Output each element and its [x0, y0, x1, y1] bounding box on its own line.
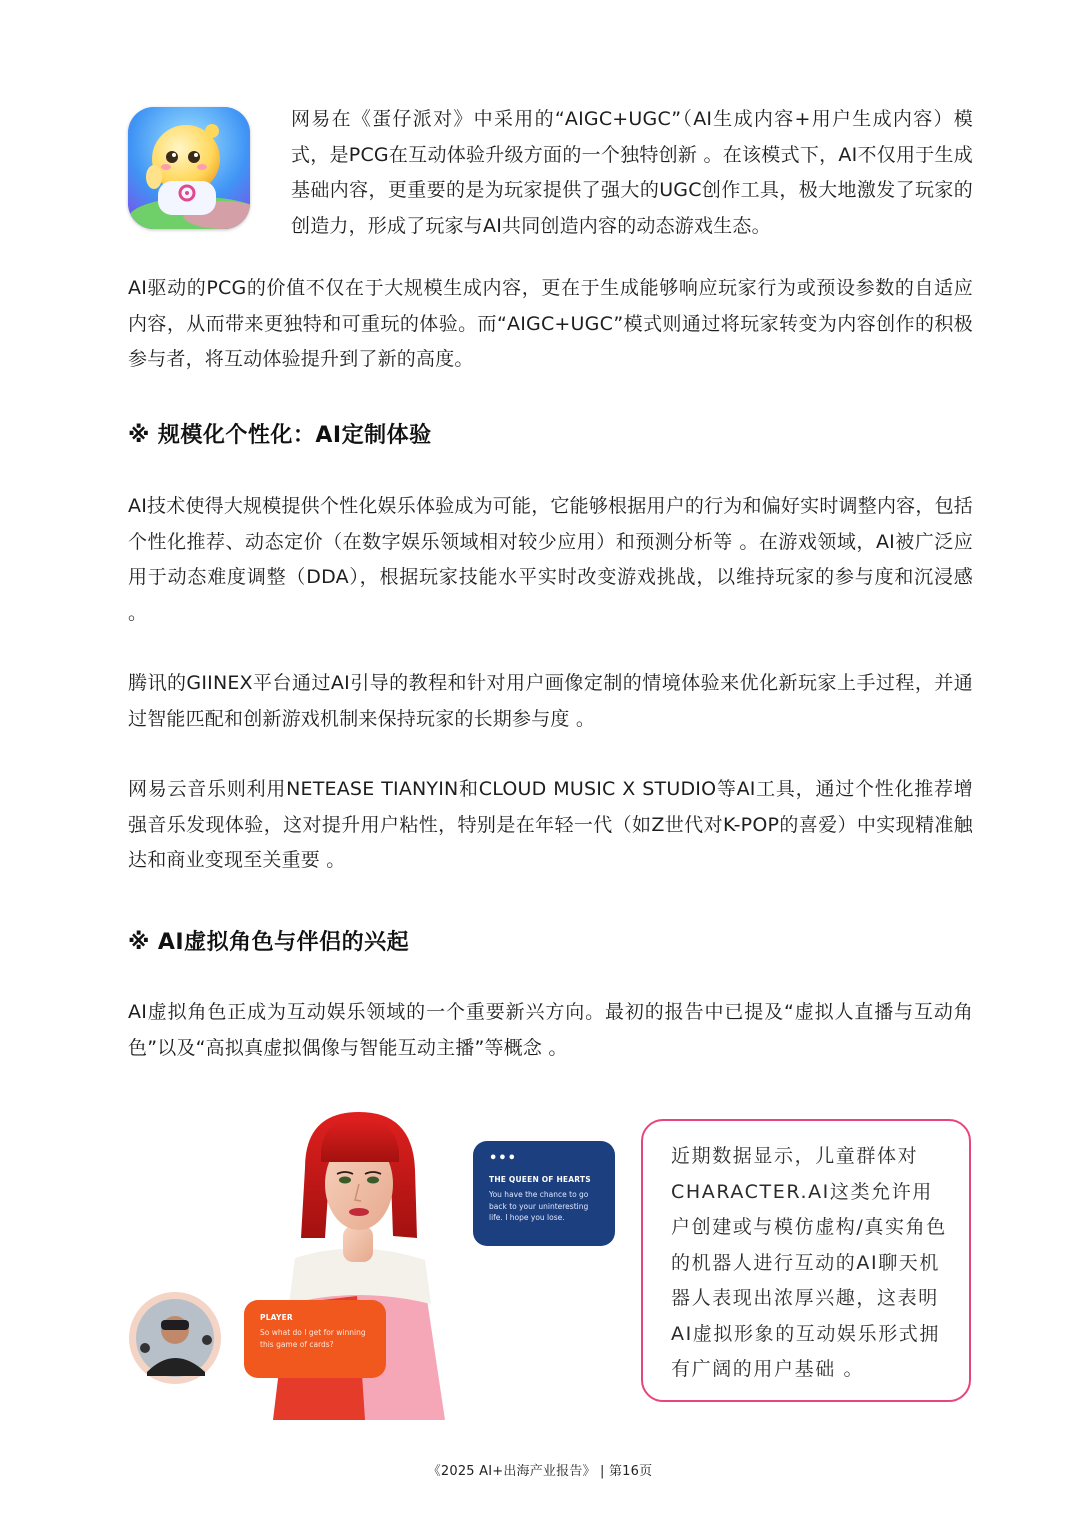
- virtual-characters-paragraph: AI虚拟角色正成为互动娱乐领域的一个重要新兴方向。最初的报告中已提及“虚拟人直播与互动角色”以及“高拟真虚拟偶像与智能互动主播”等概念 。: [128, 1001, 973, 1059]
- queen-bubble-text: You have the chance to go back to your uninteresting life. I hope you lose.: [489, 1190, 589, 1222]
- personalization-paragraph: AI技术使得大规模提供个性化娱乐体验成为可能，它能够根据用户的行为和偏好实时调整内容，包括个性化推荐、动态定价（在数字娱乐领域相对较少应用）和预测分析等 。在游戏领域，AI被广泛应用于动态难度调整（DDA），根据玩家技能水平实时改变游戏挑战，以维持玩家的参与度和沉浸感 。: [128, 495, 973, 624]
- netease-music-paragraph: 网易云音乐则利用NETEASE TIANYIN和CLOUD MUSIC X STUDIO等AI工具，通过个性化推荐增强音乐发现体验，这对提升用户粘性，特别是在年轻一代（如Z世代对K-POP的喜爱）中实现精准触达和商业变现至关重要 。: [128, 778, 973, 871]
- player-bubble-text: So what do I get for winning this game of cards?: [260, 1328, 366, 1349]
- player-bubble-title: PLAYER: [260, 1313, 293, 1322]
- callout-box: [641, 1119, 971, 1402]
- section-title: AI虚拟角色与伴侣的兴起: [157, 930, 410, 955]
- eggy-mascot-icon: [128, 107, 250, 229]
- queen-bubble-title: THE QUEEN OF HEARTS: [489, 1175, 591, 1184]
- eggy-party-app-icon: [128, 107, 250, 229]
- player-speech-bubble: [244, 1300, 386, 1378]
- typing-dots-icon: •••: [489, 1151, 517, 1166]
- reference-mark-icon: ※: [128, 423, 150, 448]
- section-title: 规模化个性化：AI定制体验: [157, 423, 432, 448]
- intro-paragraph: 网易在《蛋仔派对》中采用的“AIGC+UGC”（AI生成内容+用户生成内容）模式，是PCG在互动体验升级方面的一个独特创新 。在该模式下，AI不仅用于生成基础内容，更重要的是为玩家提供了强大的UGC创作工具，极大地激发了玩家的创造力，形成了玩家与AI共同创造内容的动态游戏生态。: [291, 108, 973, 237]
- reference-mark-icon: ※: [128, 930, 150, 955]
- giinex-paragraph: 腾讯的GIINEX平台通过AI引导的教程和针对用户画像定制的情境体验来优化新玩家上手过程，并通过智能匹配和创新游戏机制来保持玩家的长期参与度 。: [128, 672, 973, 730]
- callout-text: 近期数据显示，儿童群体对CHARACTER.AI这类允许用户创建或与模仿虚构/真实角色的机器人进行互动的AI聊天机器人表现出浓厚兴趣，这表明AI虚拟形象的互动娱乐形式拥有广阔的用户基础 。: [671, 1145, 947, 1380]
- pcg-value-paragraph: AI驱动的PCG的价值不仅在于大规模生成内容，更在于生成能够响应玩家行为或预设参数的自适应内容，从而带来更独特和可重玩的体验。而“AIGC+UGC”模式则通过将玩家转变为内容创作的积极参与者，将互动体验提升到了新的高度。: [128, 277, 973, 370]
- queen-speech-bubble: [473, 1141, 615, 1246]
- page-footer: 《2025 AI+出海产业报告》 | 第16页: [427, 1464, 653, 1479]
- section-heading-virtual-characters: [128, 925, 409, 956]
- section-heading-personalization: [128, 418, 432, 449]
